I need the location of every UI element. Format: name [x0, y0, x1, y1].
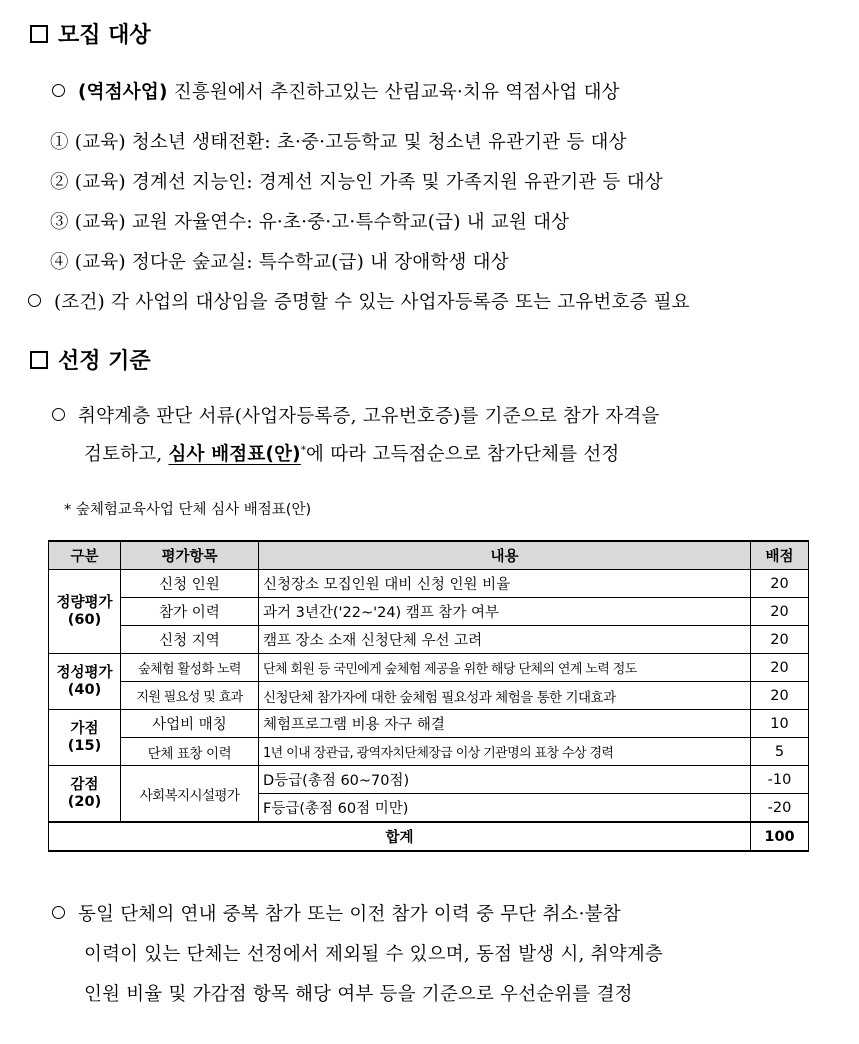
score-cell: 5	[751, 738, 809, 766]
final-line-3: 인원 비율 및 가감점 항목 해당 여부 등을 기준으로 우선순위를 결정	[84, 984, 633, 1005]
table-row	[49, 710, 809, 738]
section-title-text: 선정 기준	[58, 349, 151, 374]
table-row	[49, 738, 809, 766]
table-row	[49, 654, 809, 682]
group-name: 정성평가	[56, 664, 113, 681]
select-line-2-pre: 검토하고,	[84, 444, 169, 465]
final-line-1	[52, 900, 621, 926]
content-cell: 캠프 장소 소재 신청단체 우선 고려	[259, 626, 751, 654]
circle-bullet-icon	[52, 906, 65, 919]
table-row	[49, 570, 809, 598]
content-cell: D등급(총점 60~70점)	[259, 766, 751, 794]
table-row	[49, 598, 809, 626]
content-cell: 1년 이내 장관급, 광역자치단체장급 이상 기관명의 표창 수상 경력	[259, 738, 751, 766]
total-score: 100	[751, 822, 809, 851]
select-line-2-post: 에 따라 고득점순으로 참가단체를 선정	[306, 444, 620, 465]
section-title-select	[30, 344, 151, 375]
score-table-reference: 심사 배점표(안)	[168, 444, 301, 465]
table-row	[49, 766, 809, 794]
item-cell: 숲체험 활성화 노력	[121, 654, 259, 682]
content-cell: 신청장소 모집인원 대비 신청 인원 비율	[259, 570, 751, 598]
table-row	[49, 682, 809, 710]
score-cell: 20	[751, 570, 809, 598]
item-cell: 지원 필요성 및 효과	[121, 682, 259, 710]
recruit-condition-text: (조건) 각 사업의 대상임을 증명할 수 있는 사업자등록증 또는 고유번호증 필요	[54, 292, 690, 313]
score-cell: 20	[751, 598, 809, 626]
circle-bullet-icon	[28, 294, 41, 307]
header-score: 배점	[751, 541, 809, 570]
group-cell	[49, 710, 121, 766]
recruit-main-text: 진흥원에서 추진하고있는 산림교육·치유 역점사업 대상	[167, 82, 620, 103]
recruit-condition	[28, 288, 690, 314]
recruit-item: ④ (교육) 정다운 숲교실: 특수학교(급) 내 장애학생 대상	[50, 252, 509, 273]
section-title-text: 모집 대상	[58, 23, 151, 48]
item-cell: 신청 지역	[121, 626, 259, 654]
checkbox-square-icon	[30, 351, 48, 369]
table-caption: * 숲체험교육사업 단체 심사 배점표(안)	[64, 502, 312, 518]
group-sub: (40)	[67, 681, 102, 698]
group-sub: (20)	[67, 793, 102, 810]
header-content: 내용	[259, 541, 751, 570]
score-cell: 10	[751, 710, 809, 738]
content-cell: 신청단체 참가자에 대한 숲체험 필요성과 체험을 통한 기대효과	[259, 682, 751, 710]
footnote-mark: *	[300, 444, 307, 456]
recruit-item: ① (교육) 청소년 생태전환: 초·중·고등학교 및 청소년 유관기관 등 대상	[50, 132, 627, 153]
group-sub: (15)	[67, 737, 102, 754]
final-line-2: 이력이 있는 단체는 선정에서 제외될 수 있으며, 동점 발생 시, 취약계층	[84, 944, 663, 965]
group-sub: (60)	[67, 611, 102, 628]
select-line-1-text: 취약계층 판단 서류(사업자등록증, 고유번호증)를 기준으로 참가 자격을	[78, 406, 660, 427]
item-cell: 참가 이력	[121, 598, 259, 626]
score-table	[48, 540, 809, 852]
select-line-1	[52, 402, 659, 428]
item-cell: 단체 표창 이력	[121, 738, 259, 766]
header-item: 평가항목	[121, 541, 259, 570]
group-cell	[49, 766, 121, 823]
score-cell: 20	[751, 654, 809, 682]
score-cell: 20	[751, 682, 809, 710]
score-cell: -20	[751, 794, 809, 823]
group-name: 가점	[70, 720, 99, 737]
score-cell: -10	[751, 766, 809, 794]
group-name: 정량평가	[56, 594, 113, 611]
circle-bullet-icon	[52, 408, 65, 421]
score-cell: 20	[751, 626, 809, 654]
header-category: 구분	[49, 541, 121, 570]
section-title-recruit	[30, 18, 151, 49]
recruit-item: ② (교육) 경계선 지능인: 경계선 지능인 가족 및 가족지원 유관기관 등 대상	[50, 172, 663, 193]
content-cell: 체험프로그램 비용 자구 해결	[259, 710, 751, 738]
content-cell: 과거 3년간('22~'24) 캠프 참가 여부	[259, 598, 751, 626]
group-cell	[49, 654, 121, 710]
circle-bullet-icon	[52, 84, 65, 97]
item-cell: 사업비 매칭	[121, 710, 259, 738]
final-line-1-text: 동일 단체의 연내 중복 참가 또는 이전 참가 이력 중 무단 취소·불참	[78, 904, 621, 925]
table-header-row	[49, 541, 809, 570]
checkbox-square-icon	[30, 25, 48, 43]
table-row	[49, 626, 809, 654]
recruit-main-label: (역점사업)	[78, 82, 168, 103]
table-total-row	[49, 822, 809, 851]
content-cell: F등급(총점 60점 미만)	[259, 794, 751, 823]
total-label: 합계	[49, 822, 751, 851]
item-cell: 사회복지시설평가	[121, 766, 259, 823]
select-line-2	[84, 440, 620, 466]
group-name: 감점	[70, 776, 99, 793]
content-cell: 단체 회원 등 국민에게 숲체험 제공을 위한 해당 단체의 연계 노력 정도	[259, 654, 751, 682]
item-cell: 신청 인원	[121, 570, 259, 598]
recruit-main	[52, 78, 620, 104]
group-cell	[49, 570, 121, 654]
recruit-item: ③ (교육) 교원 자율연수: 유·초·중·고·특수학교(급) 내 교원 대상	[50, 212, 570, 233]
